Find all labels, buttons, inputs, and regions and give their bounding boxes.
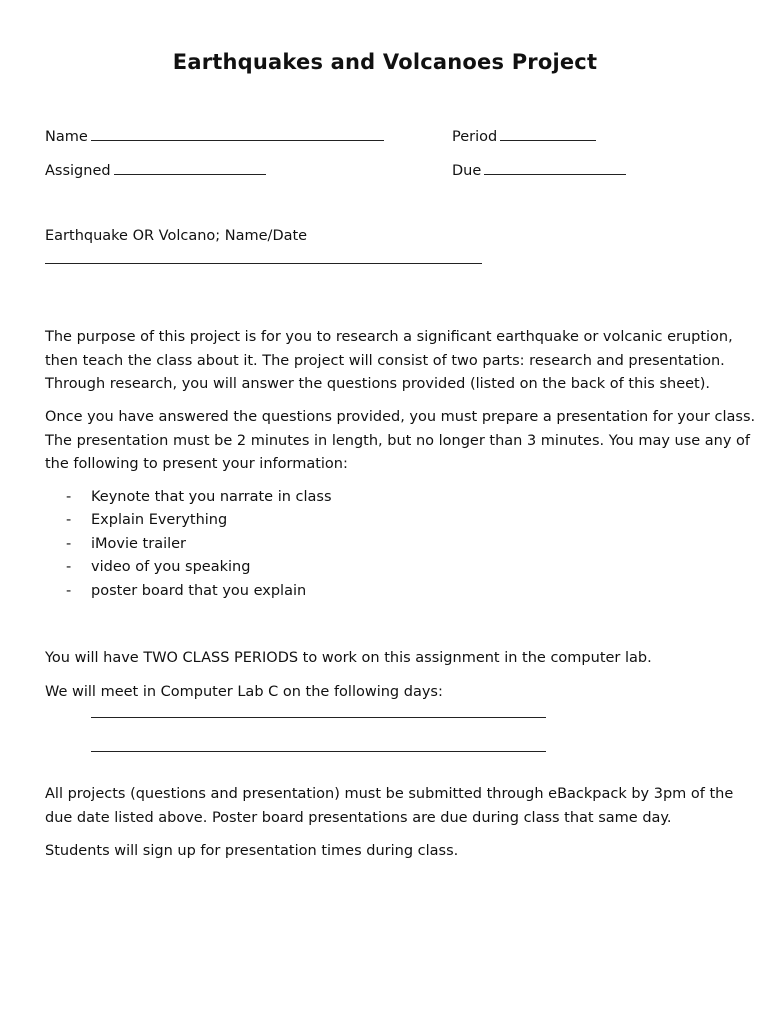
page-title: Earthquakes and Volcanoes Project bbox=[172, 50, 598, 74]
due-label: Due bbox=[452, 163, 482, 179]
due-blank[interactable] bbox=[484, 160, 626, 175]
option-poster: poster board that you explain bbox=[91, 582, 307, 599]
intro-paragraph bbox=[45, 326, 735, 397]
presentation-line: Once you have answered the questions provided, you must prepare a presentation for your class. bbox=[45, 409, 756, 425]
due-field bbox=[452, 160, 626, 179]
lab-days-text: We will meet in Computer Lab C on the following days: bbox=[45, 684, 443, 700]
dash-marker: - bbox=[66, 559, 72, 576]
signup-text: Students will sign up for presentation times during class. bbox=[45, 843, 459, 859]
name-label: Name bbox=[45, 129, 88, 145]
assigned-label: Assigned bbox=[45, 163, 111, 179]
lab-day-blank-1[interactable] bbox=[91, 717, 546, 718]
presentation-line: the following to present your information: bbox=[45, 456, 348, 472]
period-field bbox=[452, 126, 596, 145]
option-explain-everything: Explain Everything bbox=[91, 512, 228, 529]
lab-day-blank-2[interactable] bbox=[91, 751, 546, 752]
topic-label: Earthquake OR Volcano; Name/Date bbox=[45, 228, 308, 244]
submission-line: due date listed above. Poster board presentations are due during class that same day. bbox=[45, 809, 672, 826]
dash-marker: - bbox=[66, 512, 72, 529]
period-label: Period bbox=[452, 129, 498, 145]
list-item bbox=[66, 556, 332, 579]
name-blank[interactable] bbox=[91, 126, 384, 141]
option-video: video of you speaking bbox=[91, 559, 251, 576]
intro-line: then teach the class about it. The project will consist of two parts: research and presentation. bbox=[45, 352, 725, 369]
presentation-options-list bbox=[66, 486, 332, 603]
option-keynote: Keynote that you narrate in class bbox=[91, 489, 332, 505]
list-item bbox=[66, 533, 332, 556]
topic-blank[interactable] bbox=[45, 263, 482, 264]
period-blank[interactable] bbox=[500, 126, 596, 141]
assigned-field bbox=[45, 160, 266, 179]
name-field bbox=[45, 126, 384, 145]
submission-paragraph bbox=[45, 783, 735, 830]
intro-line: The purpose of this project is for you to research a significant earthquake or volcanic eruption, bbox=[45, 329, 733, 345]
dash-marker: - bbox=[66, 535, 72, 552]
list-item bbox=[66, 580, 332, 603]
dash-marker: - bbox=[66, 582, 72, 599]
assigned-blank[interactable] bbox=[114, 160, 266, 175]
option-imovie: iMovie trailer bbox=[91, 535, 187, 552]
list-item bbox=[66, 486, 332, 509]
dash-marker: - bbox=[66, 489, 72, 505]
submission-line: All projects (questions and presentation) must be submitted through eBackpack by 3pm of the bbox=[45, 786, 734, 802]
list-item bbox=[66, 509, 332, 532]
presentation-paragraph bbox=[45, 406, 756, 477]
intro-line: Through research, you will answer the questions provided (listed on the back of this sheet). bbox=[45, 376, 710, 392]
presentation-line: The presentation must be 2 minutes in length, but no longer than 3 minutes. You may use any of bbox=[45, 432, 751, 449]
class-periods-text: You will have TWO CLASS PERIODS to work on this assignment in the computer lab. bbox=[45, 650, 652, 666]
